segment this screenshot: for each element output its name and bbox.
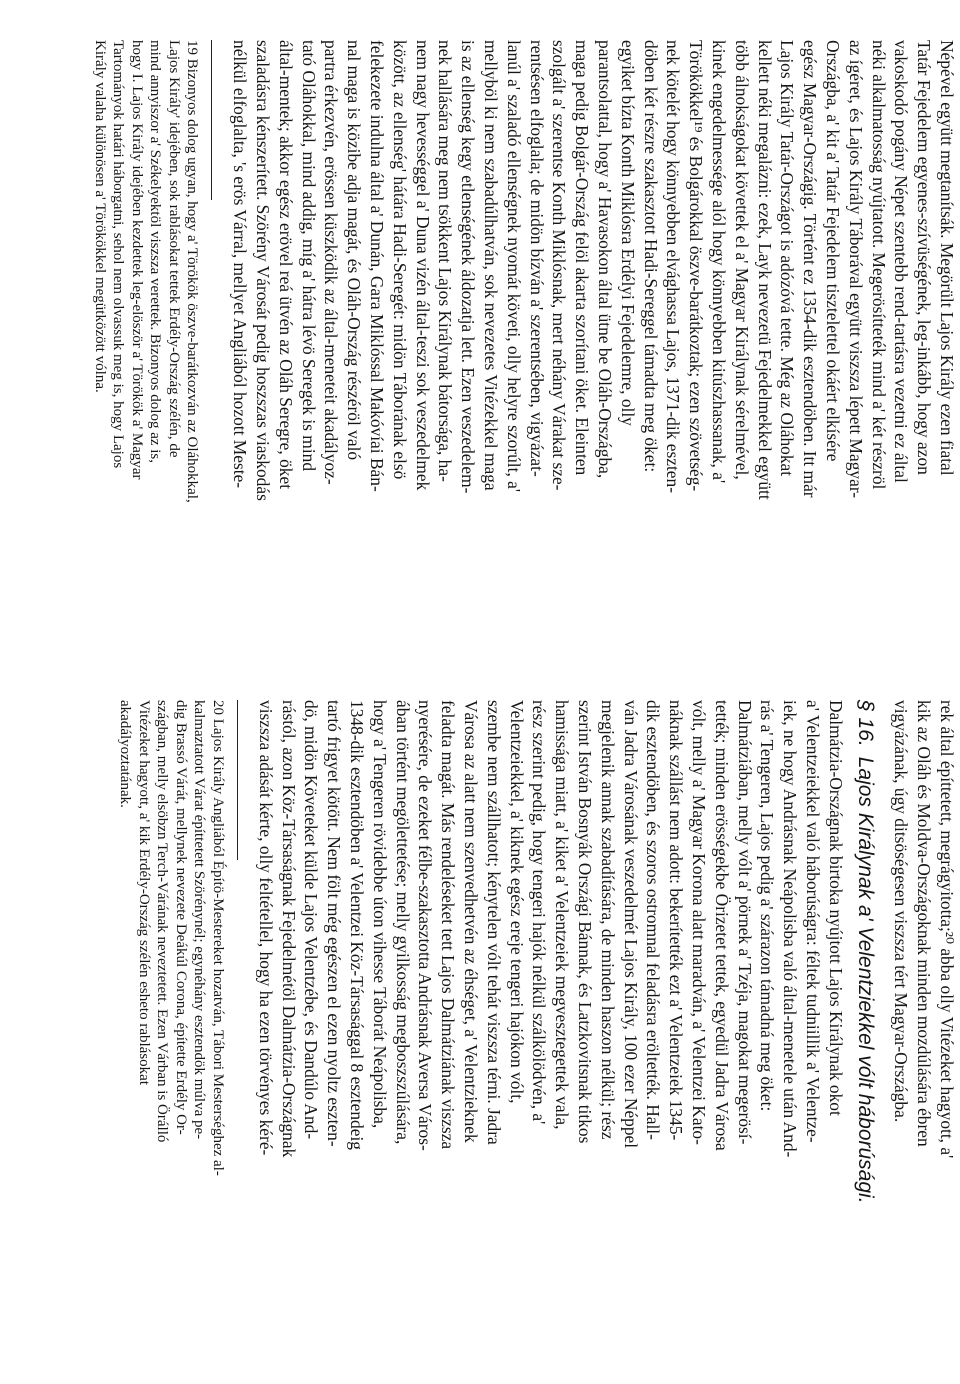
text-line: egyiket bízta Konth Miklósra Erdélyi Fejedelemre, olly bbox=[617, 40, 638, 426]
text-line: hamissága miatt, a' kiket a' Velentzeiek megvesztegettek vala, bbox=[552, 700, 573, 1130]
text-line: parantsolattal, hogy a' Havasokon által ütne be Oláh-Országba, bbox=[595, 40, 616, 479]
text-line: vigyázának, úgy ditsöségesen viszsza tért Magyar-Országba. bbox=[891, 700, 912, 1123]
text-line: Országba, a' kit a' Tatár Fejedelem tisztelettel okáért elkísére bbox=[823, 40, 844, 462]
text-line: nal maga is közibe adja magát, és Oláh-Ország részéröl való bbox=[344, 40, 365, 461]
text-line: tartó frigyet kötött. Nem fölt még egészen el ezen nyoltz eszten- bbox=[324, 700, 345, 1147]
text-line: náknak szállást nem adott: bekerítették ezt a' Velentzeiek 1345- bbox=[666, 700, 687, 1141]
text-line: Velentzeiekkel, a' kiknek egész ereje tengeri hajókon vólt, bbox=[506, 700, 527, 1104]
text-line: partra érkezvén, erössen küszködik az által-meneteit akadályoz- bbox=[321, 40, 342, 485]
text-line: vólt, melly a' Magyar Korona alatt maradván, a' Velentzei Kato- bbox=[689, 700, 710, 1145]
text-line: mellyböl ki nem szabadúlhatván, sok nevezetes Vitézekkel maga bbox=[481, 40, 502, 491]
footnote-line: 19 Bizonyos dolog ugyan, hogy a' Törökök öszve-barátkozván az Oláhokkal, bbox=[184, 40, 201, 503]
text-line: viszsza adását kérte, olly feltétellel, hogy ha ezen törvényes kéré- bbox=[255, 700, 276, 1156]
text-line: lanúl a' szaladó ellenségnek nyomát követi, olly helyre szorúlt, a' bbox=[503, 40, 524, 493]
lower-footnote bbox=[116, 700, 228, 1380]
text-line: iek, ne hogy Andrásnak Neápolisba való által-menetele után And- bbox=[780, 700, 801, 1158]
text-line: Lajos Király Tatár-Országot is adózóvá tette. Még az Oláhokat bbox=[777, 40, 798, 477]
text-line: döben két részre szakasztott Hadi-Sereggel támadta meg öket: bbox=[640, 40, 661, 473]
text-line: rész szerint pedig, hogy tengeri hajók nélkül szálkölödvén, a' bbox=[529, 700, 550, 1125]
text-line: által-mentek; akkor egész erövel reá ütvén az Oláh Seregre, öket bbox=[275, 40, 296, 490]
section-heading bbox=[853, 700, 876, 1380]
text-line: megjelenik annak szabadítására, de minden haszon nélkül; rész bbox=[597, 700, 618, 1140]
text-line: 1348-dik esztendöben a' Velentzei Köz-Társasággal 8 esztendeig bbox=[347, 700, 368, 1150]
footnote-line: akadályoztatának. bbox=[117, 700, 134, 808]
text-line: az ígéret, és Lajos Király Táborával együtt viszsza lépett Magyar- bbox=[845, 40, 866, 499]
text-line: Dalmátzia-Országnak birtoka nyújtott Lajos Királynak okot bbox=[825, 700, 846, 1116]
upper-page bbox=[18, 40, 958, 680]
text-line: vakoskodó pogány Népet szentebb rend-tartásra vezetni ez által bbox=[891, 40, 912, 483]
text-line: több álnokságokat követtek el a' Magyar Királynak sérelmével, bbox=[731, 40, 752, 480]
upper-paragraph bbox=[229, 40, 959, 680]
text-line: nélkül elfoglalta, 's erös Várral, mellyet Angliából hozott Meste- bbox=[230, 40, 251, 489]
footnote-line: Vitézeket hagyott, a' kik Erdély-Ország szélén esheto rablásokat bbox=[135, 700, 152, 1085]
text-line: szembe nem szállhatott; kénytelen vólt tehát viszsza térni. Jadra bbox=[483, 700, 504, 1145]
text-line: kik az Oláh és Moldva-Országoknak minden mozdúlására ébren bbox=[914, 700, 935, 1147]
text-line: nyerésére, de ezeket félbe-szakasztotta Andrásnak Aversa Város- bbox=[415, 700, 436, 1151]
footnote-rule bbox=[212, 40, 213, 200]
text-line: rentsésen elfoglala; de midön bízván a' szerentsében, vigyázat- bbox=[526, 40, 547, 477]
footnote-line: Király valaha különösen a' Törökökkel megütközött vólna. bbox=[91, 40, 108, 393]
text-line: egész Magyar-Országig. Történt ez 1354-dik esztendöben. Itt már bbox=[800, 40, 821, 498]
footnote-line: szágban, melly elsöbzn Terch-Várának neveztetett. Ezen Várban is Örálló bbox=[154, 700, 171, 1143]
footnote-line: dig Brassó Várát, mellynek nevezete Deákúl Corona, építette Erdély Or- bbox=[172, 700, 189, 1135]
text-line: felekezete indulna által a' Dunán, Gara Miklóssal Makóvíai Bán- bbox=[367, 40, 388, 492]
text-line: ában történt megölettetése; melly gyilkosság megboszszúlására, bbox=[392, 700, 413, 1145]
text-line: között, az ellenség' hátára Hadi-Seregét: midön Táborának elsö bbox=[389, 40, 410, 480]
text-line: dö, midön Követeket külde Lajos Velentzébe, és Dandúlo And- bbox=[301, 700, 322, 1140]
section-number: § 16. bbox=[853, 700, 877, 747]
footnote-line: 20 Lajos Király Angliából Építö-Mestereket hozatván, Tábori Mesterséghez al- bbox=[210, 700, 227, 1176]
text-line: rás a' Tengeren, Lajos pedig a' szárazon támadná meg öket: bbox=[757, 700, 778, 1112]
text-line: nem nagy hevességgel a' Duna vizén által-teszi sok veszedelmek bbox=[412, 40, 433, 491]
text-line: szerint István Bosnyák Országi Bánnak, és Latzkovitsnak titkos bbox=[575, 700, 596, 1144]
text-line: Tatár Fejedelem egyenes-szívüségének, leg-inkább, hogy azon bbox=[914, 40, 935, 475]
lower-page bbox=[18, 700, 958, 1380]
text-line: a' Velentzeiekkel való háborúságra: féltek tudniillik a' Velentze- bbox=[803, 700, 824, 1143]
text-line: is az ellenség kegy etlenségének áldozatja lett. Ezen veszedelem- bbox=[458, 40, 479, 494]
footnote-rule bbox=[237, 700, 238, 860]
text-line: nek kötelét hogy könnyebben elvághassa Lajos, 1371-dik eszten- bbox=[663, 40, 684, 493]
text-line: Városa az alatt nem szenvedhetvén az éhséget, a' Velentzieknek bbox=[461, 700, 482, 1143]
text-line: kinek engedelmessége alól hogy könnyebben kitúszhassanak, a' bbox=[709, 40, 730, 484]
text-line: néki alkalmatosság nyújtatott. Megerösítteték mind a' két részröl bbox=[868, 40, 889, 490]
text-line: tató Oláhokkal, mind addig, míg a' hátra lévö Seregek is mind bbox=[298, 40, 319, 472]
lower-intro bbox=[890, 700, 958, 1380]
text-line: szaladásra kénszerített. Szörény Városát pedig hoszszas viaskodás bbox=[253, 40, 274, 501]
text-line: hogy a' Tengeren rövidebbe úton vihesse Táborát Neápolisba, bbox=[369, 700, 390, 1129]
text-line: tették; minden erösségekbe Örizetet tettek, egyedül Jadra Városa bbox=[711, 700, 732, 1151]
section-title: Lajos Királynak a' Velentziekkel vólt háborúsági. bbox=[853, 756, 877, 1204]
lower-page-column bbox=[116, 700, 958, 1380]
footnote-line: hogy I. Lajos Király idejében kezdettek leg-elöször a' Törökök a' Magyar bbox=[128, 40, 145, 480]
upper-footnote bbox=[90, 40, 202, 680]
text-line: rástól, azon Köz-Társaságnak Fejedelmétöl Dalmátzia-Országnak bbox=[278, 700, 299, 1158]
footnote-line: Tartományok határi háborgatni, sehol nem olvassuk meg is, hogy Lajos bbox=[110, 40, 127, 469]
text-line: nek hallására meg nem tsökkent Lajos Királynak bátorsága, ha- bbox=[435, 40, 456, 482]
upper-page-column bbox=[90, 40, 958, 680]
text-line: feladta magát. Más rendeléseket tett Lajos Dalmátziának viszsza bbox=[438, 700, 459, 1150]
text-line: dik esztendöben, és szoros ostromnal feladásra eröltették. Hall- bbox=[643, 700, 664, 1140]
text-line: Dalmátziában, melly vólt a' pörnek a' Tzéja, magokat megerösí- bbox=[734, 700, 755, 1145]
footnote-line: kalmaztatott Várat építtetett Szörénynél; egynéhány esztendök múlva pe- bbox=[191, 700, 208, 1140]
footnote-line: mind annyiszor a' Székelyektöl viszsza verettek. Bizonyos dolog az is, bbox=[147, 40, 164, 464]
text-line: maga pedig Bolgár-Ország felöl akarta szorítani öket. Eleinten bbox=[572, 40, 593, 476]
footnote-line: Lajos Király' idejében, sok rablásokat tettek Erdély-Ország szélén, de bbox=[165, 40, 182, 458]
lower-paragraph bbox=[254, 700, 847, 1380]
text-line: kellett néki megalázni: ezek, Layk nevezetü Fejedelmekkel együtt bbox=[754, 40, 775, 500]
text-line: szolgált a' szerentse Konth Miklósnak, mert néhány Várakat sze- bbox=[549, 40, 570, 491]
text-line: ván Jadra Városának veszedelmét Lajos Király, 100 ezer Néppel bbox=[620, 700, 641, 1149]
text-line: Törökökkel¹⁹ és Bolgárokkal öszve-barátkoztak; ezen szövetség- bbox=[686, 40, 707, 492]
text-line: rek által építtetett, megrágyitotta;²⁰ abba olly Vitézeket hagyott, a' bbox=[937, 700, 957, 1159]
text-line: Népével együtt megtanítsák. Megörült Lajos Király ezen fiatal bbox=[937, 40, 957, 476]
